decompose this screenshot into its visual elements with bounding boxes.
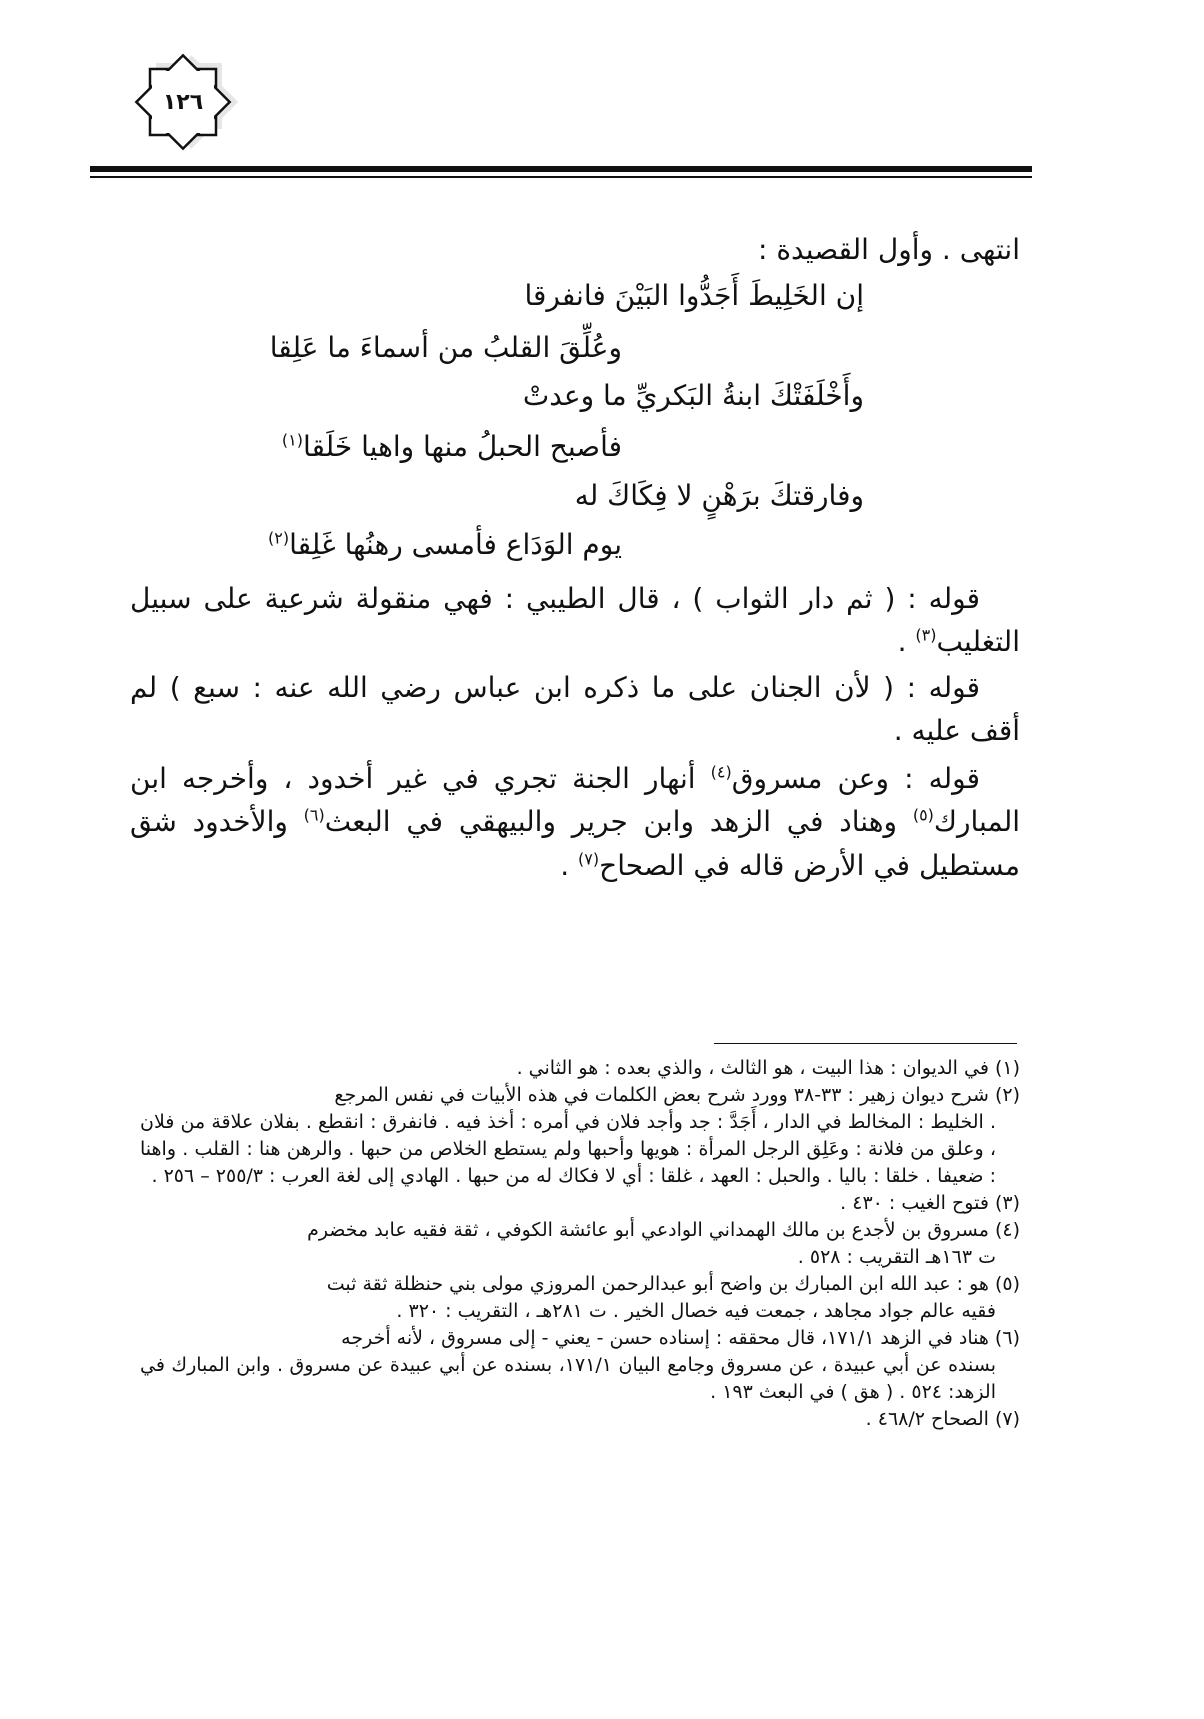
header-rule-thick: [90, 166, 1032, 172]
paragraph-2: قوله : ( لأن الجنان على ما ذكره ابن عباس رضي الله عنه : سبع ) لم أقف عليه .: [130, 671, 1020, 748]
footnote-1: (١) في الديوان : هذا البيت ، هو الثالث ، والذي بعده : هو الثاني .: [516, 1057, 1020, 1079]
footnote-ref: (٧): [578, 849, 600, 869]
footnote-4: (٤) مسروق بن لأجدع بن مالك الهمداني الوادعي أبو عائشة الكوفي ، ثقة فقيه عابد مخضرم: [307, 1218, 1020, 1241]
poem-verse-6: يوم الوَدَاع فأمسى رهنُها غَلِقا$^{(٢)}$: [267, 528, 622, 561]
header-rule-thin: [90, 176, 1032, 178]
paragraph-1: قوله : ( ثم دار الثواب ) ، قال الطيبي : فهي منقولة شرعية على سبيل التغليب$^{(٣)}$ .: [130, 582, 1020, 659]
poem-verse-2: وعُلِّقَ القلبُ من أسماءَ ما عَلِقا: [269, 331, 622, 364]
footnote-ref: (١): [281, 430, 303, 450]
intro-line: انتهى . وأول القصيدة :: [758, 233, 1020, 266]
footnote-5-continued: فقيه عالم جواد مجاهد ، جمعت فيه خصال الخير . ت ٢٨١هـ ، التقريب : ٣٢٠ .: [396, 1299, 996, 1322]
footnote-4-continued: ت ١٦٣هـ التقريب : ٥٢٨ .: [797, 1245, 996, 1268]
page-number-badge: [103, 32, 263, 172]
footnote-5: (٥) هو : عبد الله ابن المبارك بن واضح أبو عبدالرحمن المروزي مولى بني حنظلة ثقة ثبت: [326, 1272, 1020, 1295]
footnote-ref: (٢): [267, 528, 290, 548]
footnote-separator: [714, 1043, 1017, 1044]
poem-verse-3: وأَخْلَفَتْكَ ابنةُ البَكريِّ ما وعدتْ: [522, 379, 864, 412]
footnote-ref: (٣): [915, 626, 937, 646]
footnote-6: (٦) هناد في الزهد ١٧١/١، قال محققه : إسناده حسن - يعني - إلى مسروق ، لأنه أخرجه: [341, 1326, 1020, 1349]
page-number: ١٢٦: [162, 89, 204, 115]
footnote-2-continued: . الخليط : المخالط في الدار ، أَجَدَّ : جد وأجد فلان في أمره : أخذ فيه . فانفرق : انقطع . بفلان علاقة من فلان ، وعلق من فلانة : وعَلِق الرجل المرأة : هويها وأحبها ولم يستطع الخلاص من حبها . والرهن هنا : القلب . واهنا : ضعيفا . خلقا : باليا . والحبل : العهد ، غلقا : أي لا فكاك له من حبها . الهادي إلى لغة العرب : ٢٥٥/٣ – ٢٥٦ .: [140, 1110, 996, 1187]
footnote-ref: (٥): [912, 806, 934, 826]
footnote-7: (٧) الصحاح ٤٦٨/٢ .: [865, 1407, 1020, 1430]
footnote-2: (٢) شرح ديوان زهير : ٣٣-٣٨ وورد شرح بعض الكلمات في هذه الأبيات في نفس المرجع: [334, 1083, 1020, 1106]
poem-verse-1: إن الخَلِيطَ أَجَدُّوا البَيْنَ فانفرقا: [524, 279, 864, 312]
footnote-ref: (٤): [710, 762, 732, 782]
footnote-3: (٣) فتوح الغيب : ٤٣٠ .: [840, 1191, 1020, 1214]
footnotes: [140, 1055, 1020, 1433]
paragraph-3: قوله : وعن مسروق$^{(٤)}$ أنهار الجنة تجري في غير أخدود ، وأخرجه ابن المبارك$^{(٥)}$ وهناد في الزهد وابن جرير والبيهقي في البعث$^{(٦)}$ والأخدود شق مستطيل في الأرض قاله في الصحاح$^{(٧)}$ .: [130, 762, 1020, 882]
poem-verse-4: فأصبح الحبلُ منها واهيا خَلَقا$^{(١)}$: [281, 430, 622, 463]
footnote-ref: (٦): [303, 806, 325, 826]
footnote-6-continued: بسنده عن أبي عبيدة ، عن مسروق وجامع البيان ١٧١/١، بسنده عن أبي عبيدة عن مسروق . وابن المبارك في الزهد: ٥٢٤ . ( هق ) في البعث ١٩٣ .: [140, 1353, 996, 1403]
poem-verse-5: وفارقتكَ برَهْنٍ لا فِكَاكَ له: [574, 479, 864, 512]
